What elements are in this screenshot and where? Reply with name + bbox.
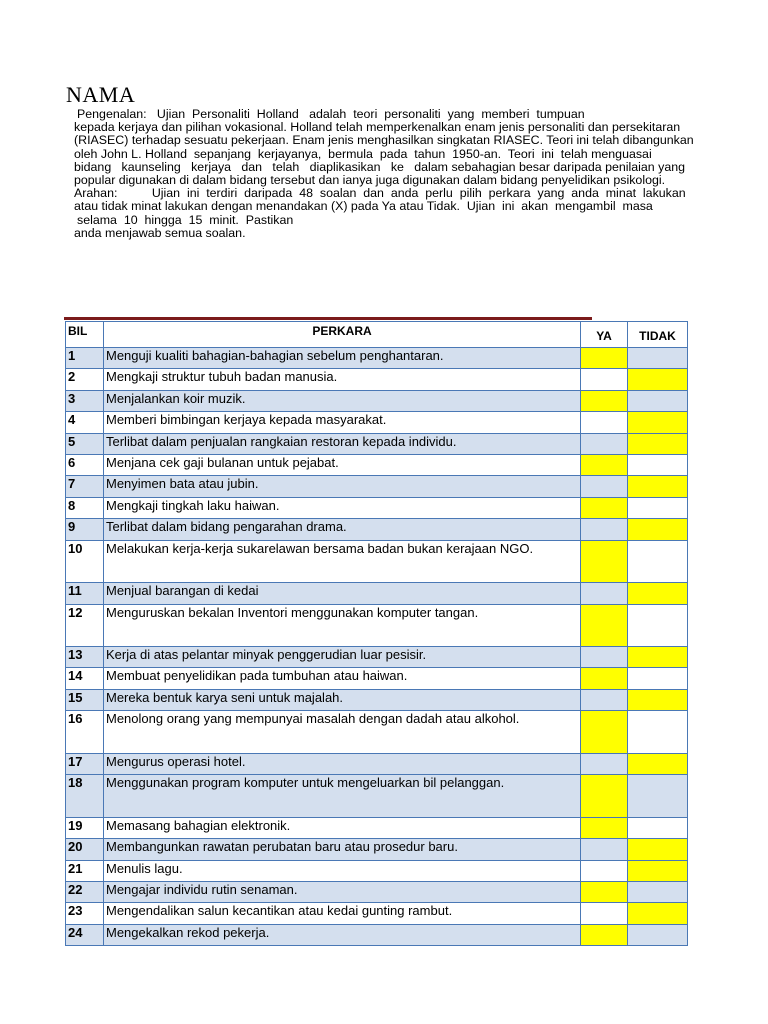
row-statement: Memasang bahagian elektronik. <box>104 817 581 838</box>
table-row <box>66 348 688 369</box>
table-row <box>66 668 688 689</box>
tidak-answer-cell[interactable] <box>628 647 688 668</box>
row-number: 15 <box>66 689 104 710</box>
row-statement: Menggunakan program komputer untuk mengeluarkan bil pelanggan. <box>104 775 581 818</box>
header-bil: BIL <box>66 322 104 348</box>
row-statement: Terlibat dalam bidang pengarahan drama. <box>104 519 581 540</box>
instruction-line: anda menjawab semua soalan. <box>74 225 246 240</box>
header-tidak: TIDAK <box>628 322 688 348</box>
table-row <box>66 540 688 583</box>
table-row <box>66 476 688 497</box>
row-statement: Terlibat dalam penjualan rangkaian restoran kepada individu. <box>104 433 581 454</box>
ya-answer-cell[interactable] <box>581 882 628 903</box>
row-number: 23 <box>66 903 104 924</box>
row-number: 22 <box>66 882 104 903</box>
tidak-answer-cell[interactable] <box>628 369 688 390</box>
row-statement: Mereka bentuk karya seni untuk majalah. <box>104 689 581 710</box>
ya-answer-cell[interactable] <box>581 390 628 411</box>
row-number: 21 <box>66 860 104 881</box>
intro-line: popular digunakan di dalam bidang tersebut dan ianya juga digunakan dalam bidang penyelidikan psikologi. <box>74 173 666 188</box>
ya-answer-cell[interactable] <box>581 348 628 369</box>
tidak-answer-cell[interactable] <box>628 583 688 604</box>
table-row <box>66 775 688 818</box>
table-header-row <box>66 322 688 348</box>
row-statement: Menjalankan koir muzik. <box>104 390 581 411</box>
tidak-answer-cell[interactable] <box>628 540 688 583</box>
table-row <box>66 839 688 860</box>
ya-answer-cell[interactable] <box>581 839 628 860</box>
tidak-answer-cell[interactable] <box>628 497 688 518</box>
tidak-answer-cell[interactable] <box>628 882 688 903</box>
ya-answer-cell[interactable] <box>581 583 628 604</box>
row-statement: Membangunkan rawatan perubatan baru atau prosedur baru. <box>104 839 581 860</box>
ya-answer-cell[interactable] <box>581 753 628 774</box>
tidak-answer-cell[interactable] <box>628 668 688 689</box>
row-statement: Menjual barangan di kedai <box>104 583 581 604</box>
ya-answer-cell[interactable] <box>581 412 628 433</box>
row-number: 3 <box>66 390 104 411</box>
tidak-answer-cell[interactable] <box>628 604 688 647</box>
intro-line: (RIASEC) terhadap sesuatu pekerjaan. Enam jenis menghasilkan singkatan RIASEC. Teori ini telah dibangunkan <box>74 133 694 148</box>
table-row <box>66 390 688 411</box>
ya-answer-cell[interactable] <box>581 497 628 518</box>
tidak-answer-cell[interactable] <box>628 817 688 838</box>
row-number: 8 <box>66 497 104 518</box>
table-row <box>66 711 688 754</box>
row-statement: Menjana cek gaji bulanan untuk pejabat. <box>104 454 581 475</box>
tidak-answer-cell[interactable] <box>628 390 688 411</box>
tidak-answer-cell[interactable] <box>628 711 688 754</box>
row-number: 16 <box>66 711 104 754</box>
row-number: 17 <box>66 753 104 774</box>
row-number: 9 <box>66 519 104 540</box>
table-row <box>66 433 688 454</box>
intro-line: Pengenalan: Ujian Personaliti Holland adalah teori personaliti yang memberi tumpuan <box>77 107 585 121</box>
ya-answer-cell[interactable] <box>581 604 628 647</box>
intro-line: oleh John L. Holland sepanjang kerjayanya, bermula pada tahun 1950-an. Teori ini telah menguasai <box>74 146 652 161</box>
table-row <box>66 753 688 774</box>
row-statement: Menguruskan bekalan Inventori menggunakan komputer tangan. <box>104 604 581 647</box>
ya-answer-cell[interactable] <box>581 647 628 668</box>
row-statement: Mengkaji struktur tubuh badan manusia. <box>104 369 581 390</box>
tidak-answer-cell[interactable] <box>628 348 688 369</box>
instruction-line: atau tidak minat lakukan dengan menandakan (X) pada Ya atau Tidak. Ujian ini akan mengambil masa <box>74 199 653 214</box>
table-row <box>66 604 688 647</box>
row-number: 7 <box>66 476 104 497</box>
tidak-answer-cell[interactable] <box>628 519 688 540</box>
row-statement: Membuat penyelidikan pada tumbuhan atau haiwan. <box>104 668 581 689</box>
table-row <box>66 519 688 540</box>
row-statement: Menolong orang yang mempunyai masalah dengan dadah atau alkohol. <box>104 711 581 754</box>
table-row <box>66 817 688 838</box>
header-perkara: PERKARA <box>104 322 581 348</box>
row-statement: Memberi bimbingan kerjaya kepada masyarakat. <box>104 412 581 433</box>
table-row <box>66 689 688 710</box>
name-label: NAMA <box>66 82 136 107</box>
ya-answer-cell[interactable] <box>581 903 628 924</box>
row-statement: Menyimen bata atau jubin. <box>104 476 581 497</box>
ya-answer-cell[interactable] <box>581 540 628 583</box>
row-number: 20 <box>66 839 104 860</box>
ya-answer-cell[interactable] <box>581 668 628 689</box>
tidak-answer-cell[interactable] <box>628 412 688 433</box>
ya-answer-cell[interactable] <box>581 817 628 838</box>
table-row <box>66 860 688 881</box>
ya-answer-cell[interactable] <box>581 775 628 818</box>
instruction-line: Arahan: Ujian ini terdiri daripada 48 soalan dan anda perlu pilih perkara yang anda minat lakukan <box>74 186 686 201</box>
table-row <box>66 412 688 433</box>
table-row <box>66 583 688 604</box>
row-number: 18 <box>66 775 104 818</box>
ya-answer-cell[interactable] <box>581 433 628 454</box>
ya-answer-cell[interactable] <box>581 689 628 710</box>
tidak-answer-cell[interactable] <box>628 476 688 497</box>
row-number: 19 <box>66 817 104 838</box>
instruction-line: selama 10 hingga 15 minit. Pastikan <box>77 212 294 227</box>
intro-line: kepada kerjaya dan pilihan vokasional. Holland telah memperkenalkan enam jenis personaliti dan persekitaran <box>74 120 681 135</box>
table-row <box>66 882 688 903</box>
table-row <box>66 369 688 390</box>
row-number: 2 <box>66 369 104 390</box>
tidak-answer-cell[interactable] <box>628 775 688 818</box>
row-statement: Mengajar individu rutin senaman. <box>104 882 581 903</box>
row-number: 4 <box>66 412 104 433</box>
ya-answer-cell[interactable] <box>581 860 628 881</box>
tidak-answer-cell[interactable] <box>628 924 688 945</box>
table-body <box>66 348 688 946</box>
questionnaire-table <box>65 321 688 946</box>
ya-answer-cell[interactable] <box>581 454 628 475</box>
introduction-text <box>74 108 710 240</box>
divider-rule <box>64 317 592 320</box>
row-number: 10 <box>66 540 104 583</box>
tidak-answer-cell[interactable] <box>628 860 688 881</box>
table-row <box>66 497 688 518</box>
tidak-answer-cell[interactable] <box>628 689 688 710</box>
tidak-answer-cell[interactable] <box>628 454 688 475</box>
tidak-answer-cell[interactable] <box>628 903 688 924</box>
row-number: 1 <box>66 348 104 369</box>
tidak-answer-cell[interactable] <box>628 839 688 860</box>
row-statement: Menguji kualiti bahagian-bahagian sebelum penghantaran. <box>104 348 581 369</box>
row-statement: Mengekalkan rekod pekerja. <box>104 924 581 945</box>
intro-line: bidang kaunseling kerjaya dan telah diaplikasikan ke dalam sebahagian besar daripada penilaian yang <box>74 159 685 174</box>
row-number: 24 <box>66 924 104 945</box>
row-number: 14 <box>66 668 104 689</box>
row-number: 6 <box>66 454 104 475</box>
table-row <box>66 647 688 668</box>
row-statement: Melakukan kerja-kerja sukarelawan bersama badan bukan kerajaan NGO. <box>104 540 581 583</box>
header-ya: YA <box>581 322 628 348</box>
ya-answer-cell[interactable] <box>581 476 628 497</box>
row-number: 11 <box>66 583 104 604</box>
tidak-answer-cell[interactable] <box>628 753 688 774</box>
row-number: 13 <box>66 647 104 668</box>
tidak-answer-cell[interactable] <box>628 433 688 454</box>
row-statement: Kerja di atas pelantar minyak penggerudian luar pesisir. <box>104 647 581 668</box>
ya-answer-cell[interactable] <box>581 924 628 945</box>
table-row <box>66 903 688 924</box>
ya-answer-cell[interactable] <box>581 369 628 390</box>
row-statement: Mengkaji tingkah laku haiwan. <box>104 497 581 518</box>
ya-answer-cell[interactable] <box>581 519 628 540</box>
row-number: 12 <box>66 604 104 647</box>
table-row <box>66 454 688 475</box>
row-statement: Menulis lagu. <box>104 860 581 881</box>
row-statement: Mengendalikan salun kecantikan atau kedai gunting rambut. <box>104 903 581 924</box>
row-number: 5 <box>66 433 104 454</box>
ya-answer-cell[interactable] <box>581 711 628 754</box>
table-row <box>66 924 688 945</box>
row-statement: Mengurus operasi hotel. <box>104 753 581 774</box>
